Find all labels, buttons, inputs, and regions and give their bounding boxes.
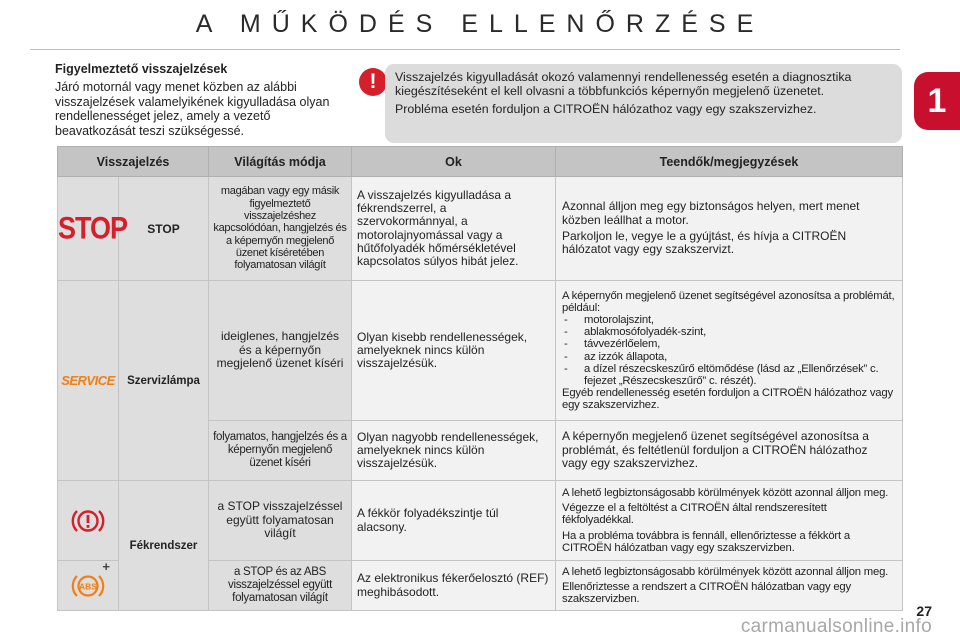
- brake-icon-cell: [58, 481, 119, 561]
- abs-icon-cell: [58, 558, 119, 611]
- warning-note-text-1: Visszajelzés kigyulladását okozó valamennyi rendellenesség esetén a diagnosztika kiegészítéseként el kell olvasni a többfunkciós képernyőn megjelenő üzenetet.: [395, 70, 852, 99]
- lighting-mode-service-permanent: folyamatos, hangjelzés és a képernyőn megjelenő üzenet kíséri: [209, 421, 352, 481]
- watermark: carmanualsonline.info: [740, 616, 932, 637]
- abs-icon-label: ABS: [79, 581, 97, 591]
- list-item: - motorolajszint,: [562, 314, 896, 326]
- intro-heading: Figyelmeztető visszajelzések: [55, 62, 228, 76]
- lighting-mode-service-temporary: ideiglenes, hangjelzés és a képernyőn megjelenő üzenet kíséri: [209, 281, 352, 421]
- intro-body: Járó motornál vagy menet közben az alábbi visszajelzések valamelyikének kigyulladása olyan rendellenességet jelez, amely a vezető beavatkozását teszi szükségessé.: [55, 80, 330, 138]
- lighting-mode-brake-ref: a STOP és az ABS visszajelzéssel együtt folyamatosan világít: [209, 561, 352, 611]
- cause-service-temporary: Olyan kisebb rendellenességek, amelyeknek nincs külön visszajelzésük.: [352, 281, 556, 421]
- intro-section: [55, 62, 340, 138]
- table-row-service-temporary: [58, 281, 903, 421]
- warning-note-text-2: Probléma esetén forduljon a CITROËN hálózathoz vagy egy szakszervizhez.: [395, 102, 817, 117]
- plus-icon: +: [102, 558, 110, 574]
- exclamation-warning-icon: !: [359, 68, 387, 96]
- cause-brake-ref: Az elektronikus fékerőelosztó (REF) meghibásodott.: [352, 561, 556, 611]
- actions-brake-ref-text-2: Ellenőriztesse a rendszert a CITROËN hálózatban vagy egy szakszervizben.: [562, 580, 851, 606]
- actions-service-outro: Egyéb rendellenesség esetén forduljon a CITROËN hálózathoz vagy egy szakszervizhez.: [562, 387, 893, 412]
- list-item: - távvezérlőelem,: [562, 338, 896, 350]
- service-warning-icon: SERVICE: [61, 373, 115, 388]
- warning-note-box: [385, 64, 902, 143]
- page-number: 27: [916, 603, 932, 619]
- page-title: A MŰKÖDÉS ELLENŐRZÉSE: [195, 10, 765, 38]
- actions-service-intro: A képernyőn megjelenő üzenet segítségével azonosítsa a problémát, például:: [562, 289, 895, 314]
- actions-service-list: [562, 314, 896, 387]
- list-item: - ablakmosófolyadék-szint,: [562, 326, 896, 338]
- abs-icon-wrapper: [58, 558, 118, 601]
- warning-lights-table: [57, 146, 903, 611]
- indicator-name-brake: Fékrendszer: [119, 481, 209, 611]
- cause-service-permanent: Olyan nagyobb rendellenességek, amelyeknek nincs külön visszajelzésük.: [352, 421, 556, 481]
- lighting-mode-brake-fluid: a STOP visszajelzéssel együtt folyamatosan világít: [209, 481, 352, 561]
- indicator-name-stop: STOP: [119, 177, 209, 281]
- abs-warning-icon: [71, 571, 105, 601]
- actions-brake-text-2: Végezze el a feltöltést a CITROËN által rendszeresített fékfolyadékkal.: [562, 502, 827, 527]
- actions-brake-ref-text-1: A lehető legbiztonságosabb körülmények között azonnal álljon meg.: [562, 565, 889, 578]
- header-indicator: Visszajelzés: [58, 147, 209, 177]
- cause-brake-fluid: A fékkör folyadékszintje túl alacsony.: [352, 481, 556, 561]
- table-header-row: [58, 147, 903, 177]
- list-item: - a dízel részecskeszűrő eltömődése (lásd az „Ellenőrzések” c. fejezet „Részecskeszűrő” c. részét).: [562, 363, 896, 387]
- actions-stop-text-2: Parkoljon le, vegye le a gyújtást, és hívja a CITROËN hálózatot vagy egy szakszervizt.: [562, 229, 847, 257]
- actions-service-temporary: [556, 281, 903, 421]
- cause-stop: A visszajelzés kigyulladása a fékrendszerrel, a szervokormánnyal, a motorolajnyomással vagy a hűtőfolyadék hőmérsékletével kapcsolatos súlyos hibát jelez.: [352, 177, 556, 281]
- lighting-mode-stop: magában vagy egy másik figyelmeztető visszajelzéshez kapcsolódóan, hangjelzés és a képernyőn megjelenő üzenet kíséretében folyamatosan világít: [209, 177, 352, 281]
- table-row-stop: [58, 177, 903, 281]
- stop-icon-cell: [58, 177, 128, 281]
- actions-stop: [556, 177, 903, 281]
- actions-brake-fluid: [556, 481, 903, 561]
- actions-brake-text-3: Ha a probléma továbbra is fennáll, ellenőriztesse a fékkört a CITROËN hálózatban vagy egy szakszervizben.: [562, 529, 850, 554]
- actions-brake-text-1: A lehető legbiztonságosabb körülmények között azonnal álljon meg.: [562, 487, 889, 500]
- stop-warning-icon: STOP: [58, 210, 128, 246]
- header-lighting-mode: Világítás módja: [209, 147, 352, 177]
- indicator-name-service: Szervizlámpa: [119, 281, 209, 481]
- actions-brake-ref: [556, 561, 903, 611]
- actions-service-permanent: A képernyőn megjelenő üzenet segítségével azonosítsa a problémát, és feltétlenül forduljon a CITROËN hálózathoz vagy egy szakszervizhez.: [556, 421, 903, 481]
- table-row-brake-fluid: [58, 481, 903, 561]
- header-actions: Teendők/megjegyzések: [556, 147, 903, 177]
- actions-stop-text-1: Azonnal álljon meg egy biztonságos helyen, mert menet közben leállhat a motor.: [562, 199, 860, 227]
- title-divider: [30, 49, 900, 50]
- chapter-tab[interactable]: 1: [914, 72, 960, 130]
- service-icon-cell: [58, 281, 119, 481]
- brake-warning-icon: [71, 506, 105, 536]
- list-item: - az izzók állapota,: [562, 351, 896, 363]
- header-cause: Ok: [352, 147, 556, 177]
